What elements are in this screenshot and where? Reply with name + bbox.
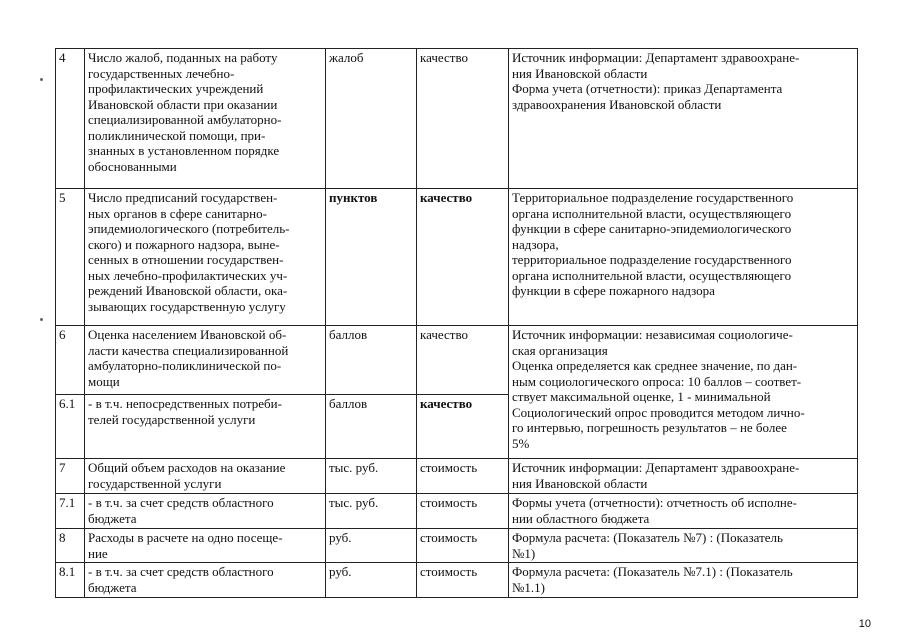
unit: руб. xyxy=(326,529,417,563)
indicator-type: качество xyxy=(417,326,509,395)
indicator-name: - в т.ч. за счет средств областного бюджета xyxy=(85,494,326,529)
table-row xyxy=(56,459,858,494)
row-number: 8.1 xyxy=(56,563,85,598)
source-info: Формы учета (отчетности): отчетность об исполне- нии областного бюджета xyxy=(509,494,858,529)
source-info: Источник информации: независимая социологиче- ская организация Оценка определяется как среднее значение, по дан- ным социологического опроса: 10 баллов – соответ- ствует максимальной оценке, 1 - минимальной Социологический опрос проводится методом лично- го интервью, погрешность результатов – не более 5% xyxy=(509,326,858,459)
unit: тыс. руб. xyxy=(326,459,417,494)
indicator-name: Общий объем расходов на оказание государственной услуги xyxy=(85,459,326,494)
unit: жалоб xyxy=(326,49,417,189)
unit: пунктов xyxy=(326,189,417,326)
table-row xyxy=(56,49,858,189)
indicator-name: Число предписаний государствен- ных органов в сфере санитарно- эпидемиологического (потребитель- ского) и пожарного надзора, выне- сенных в отношении государствен- ных лечебно-профилактических уч- реждений Ивановской области, ока- зывающих государственную услугу xyxy=(85,189,326,326)
table-row xyxy=(56,563,858,598)
indicator-name: Число жалоб, поданных на работу государственных лечебно- профилактических учреждений Ивановской области при оказании специализированной амбулаторно- поликлинической помощи, при- знанных в установленном порядке обоснованными xyxy=(85,49,326,189)
indicator-name: - в т.ч. за счет средств областного бюджета xyxy=(85,563,326,598)
table-row xyxy=(56,494,858,529)
page-number: 10 xyxy=(858,618,871,630)
row-number: 8 xyxy=(56,529,85,563)
indicator-type: качество xyxy=(417,189,509,326)
indicator-name: - в т.ч. непосредственных потреби- телей государственной услуги xyxy=(85,395,326,459)
indicator-type: стоимость xyxy=(417,459,509,494)
row-number: 6 xyxy=(56,326,85,395)
row-number: 7 xyxy=(56,459,85,494)
row-number: 5 xyxy=(56,189,85,326)
indicator-type: стоимость xyxy=(417,563,509,598)
unit: руб. xyxy=(326,563,417,598)
row-number: 4 xyxy=(56,49,85,189)
indicator-name: Оценка населением Ивановской об- ласти качества специализированной амбулаторно-поликлинической по- мощи xyxy=(85,326,326,395)
source-info: Источник информации: Департамент здравоохране- ния Ивановской области Форма учета (отчетности): приказ Департамента здравоохранения Ивановской области xyxy=(509,49,858,189)
indicator-type: стоимость xyxy=(417,494,509,529)
row-number: 6.1 xyxy=(56,395,85,459)
source-info: Формула расчета: (Показатель №7.1) : (Показатель №1.1) xyxy=(509,563,858,598)
table-row xyxy=(56,529,858,563)
unit: баллов xyxy=(326,326,417,395)
source-info: Территориальное подразделение государственного органа исполнительной власти, осуществляющего функции в сфере санитарно-эпидемиологического надзора, территориальное подразделение государственного органа исполнительной власти, осуществляющего функции в сфере пожарного надзора xyxy=(509,189,858,326)
indicator-type: качество xyxy=(417,395,509,459)
unit: баллов xyxy=(326,395,417,459)
source-info: Формула расчета: (Показатель №7) : (Показатель №1) xyxy=(509,529,858,563)
margin-dot xyxy=(40,78,43,81)
indicator-type: стоимость xyxy=(417,529,509,563)
unit: тыс. руб. xyxy=(326,494,417,529)
row-number: 7.1 xyxy=(56,494,85,529)
table-row xyxy=(56,326,858,395)
indicator-name: Расходы в расчете на одно посеще- ние xyxy=(85,529,326,563)
margin-dot xyxy=(40,318,43,321)
table-row xyxy=(56,189,858,326)
indicators-table xyxy=(55,48,858,598)
indicator-type: качество xyxy=(417,49,509,189)
source-info: Источник информации: Департамент здравоохране- ния Ивановской области xyxy=(509,459,858,494)
